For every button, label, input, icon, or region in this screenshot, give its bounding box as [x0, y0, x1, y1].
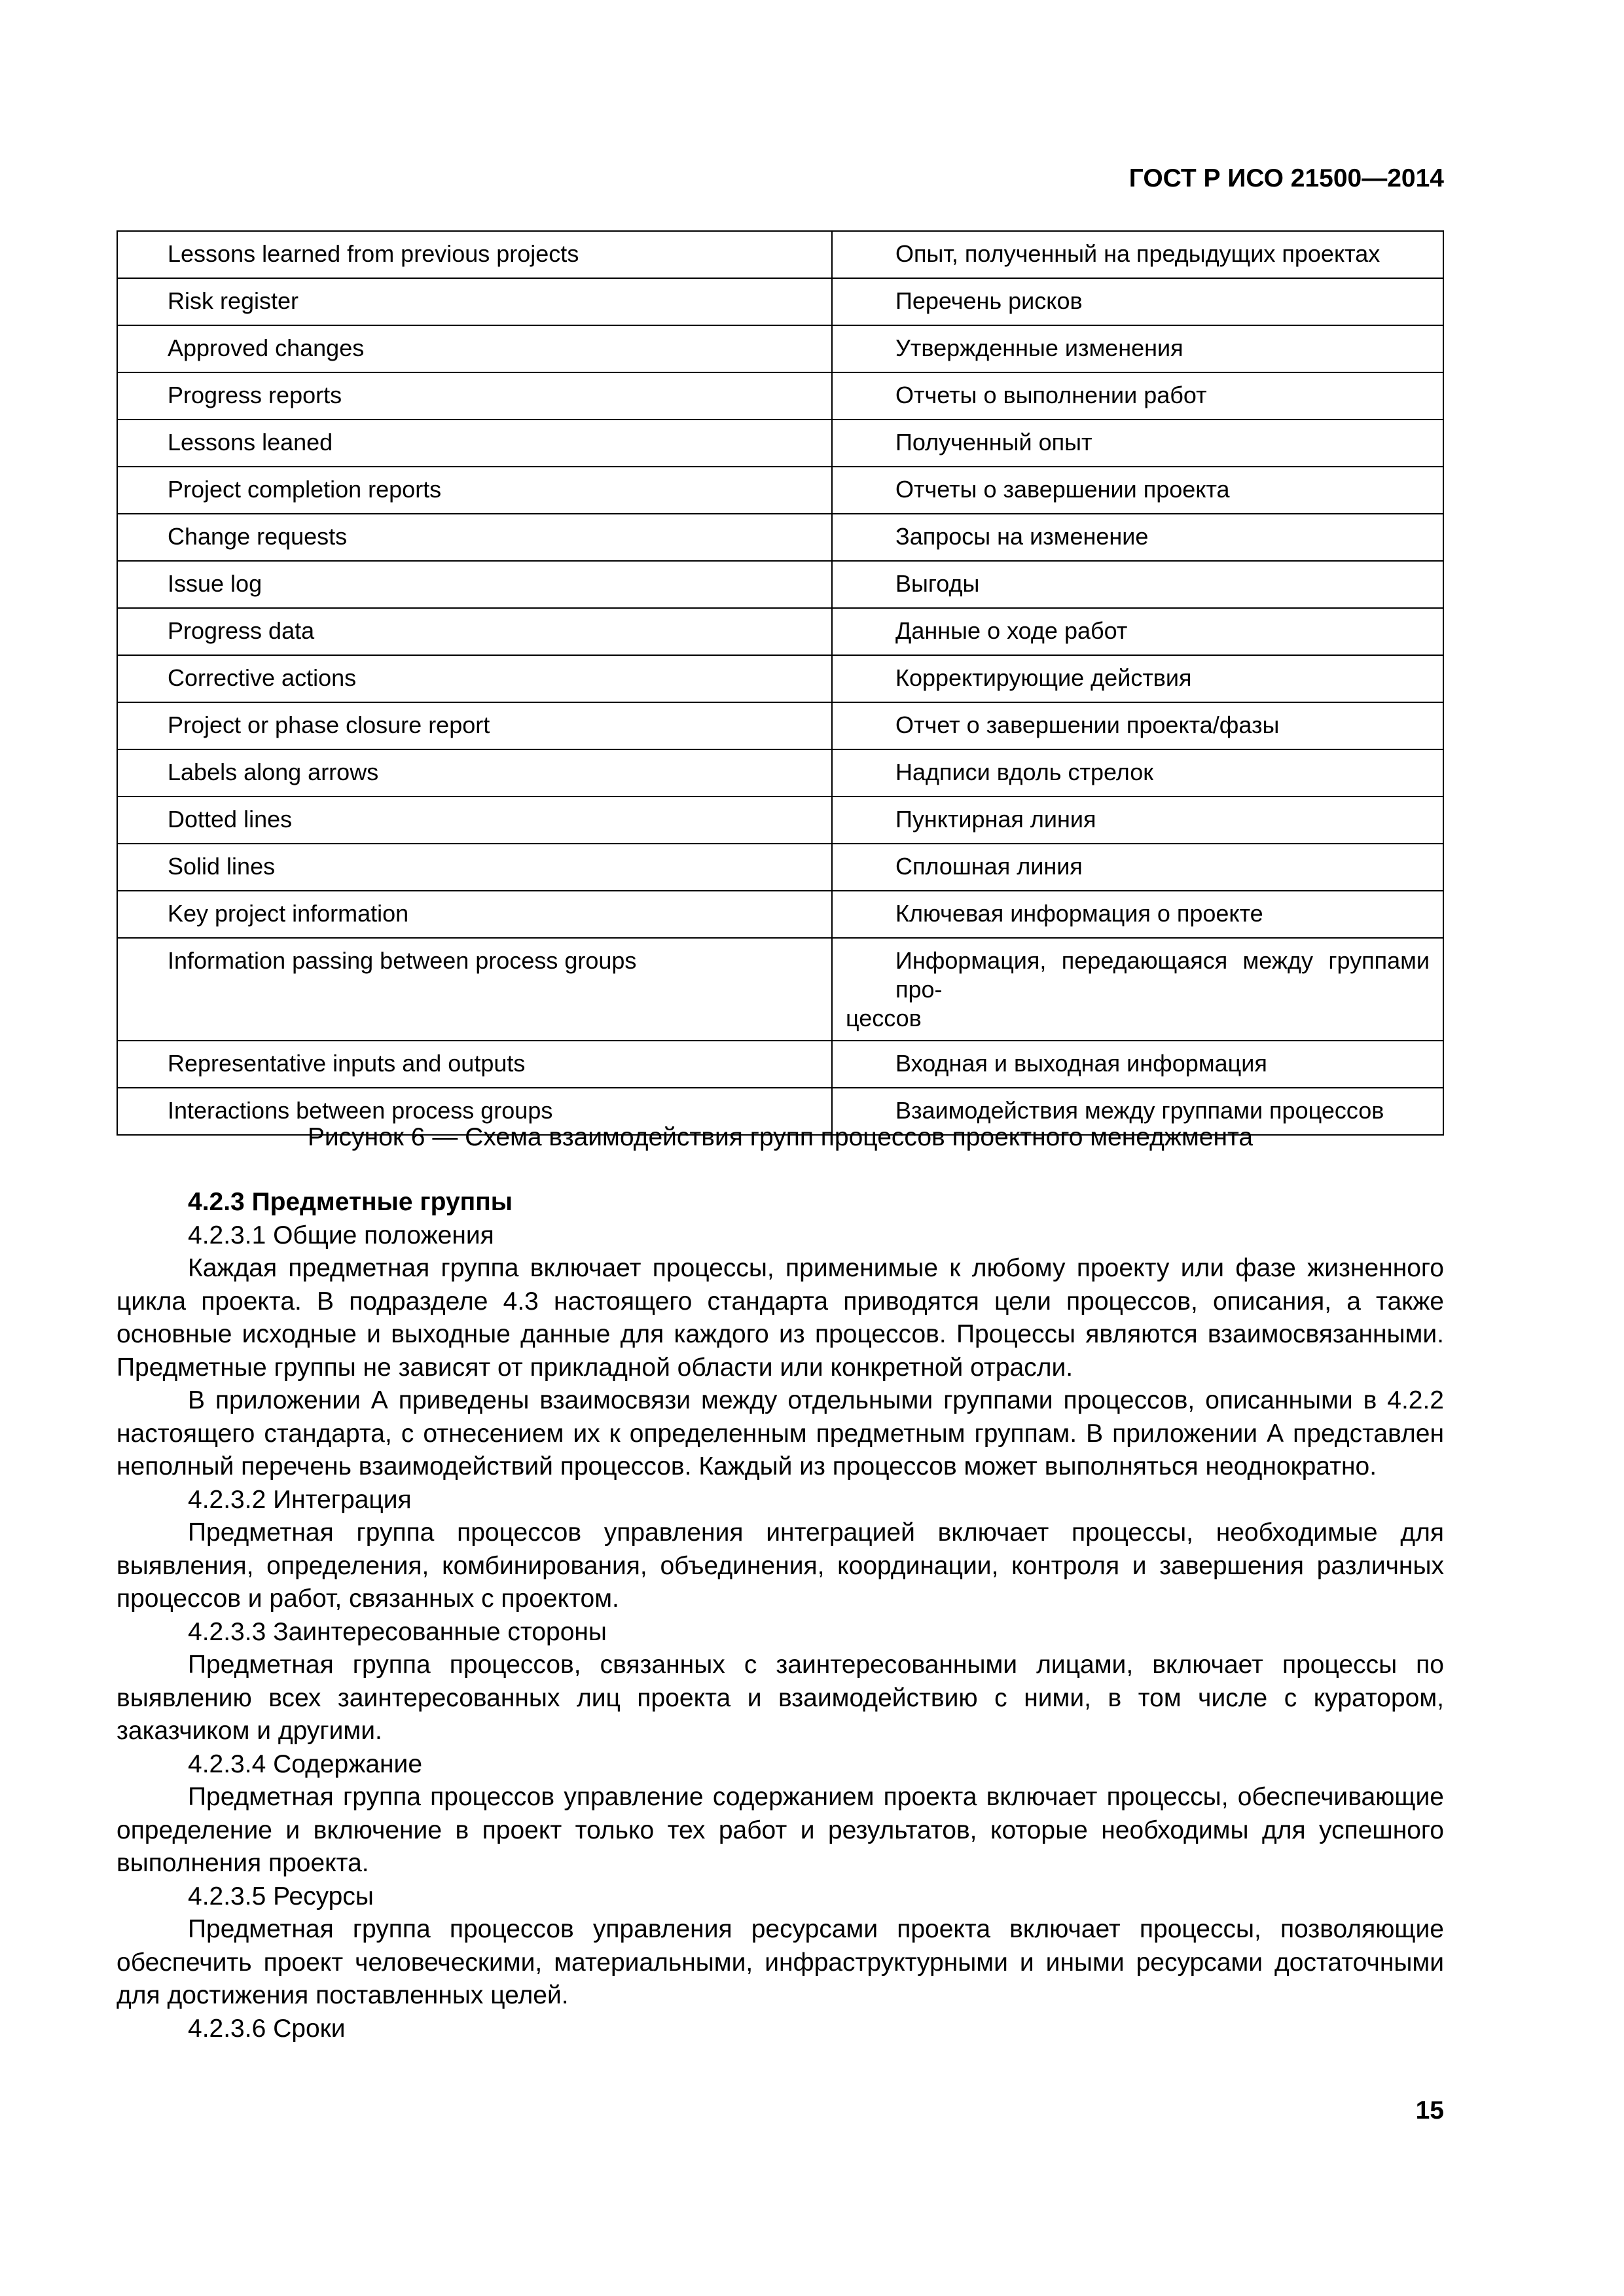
term-russian-text: Пунктирная линия — [895, 806, 1096, 833]
table-row — [117, 655, 1443, 702]
table-row — [117, 561, 1443, 608]
term-russian-text: Корректирующие действия — [895, 664, 1192, 691]
table-row — [117, 844, 1443, 891]
term-russian — [832, 420, 1443, 467]
table-row — [117, 608, 1443, 655]
table-row — [117, 797, 1443, 844]
term-russian — [832, 372, 1443, 420]
page-number: 15 — [1415, 2096, 1444, 2125]
paragraph: Предметная группа процессов управления ресурсами проекта включает процессы, позволяющие обеспечить проект человеческими, материальными, инфраструктурными и иными ресурсами достаточными для достижения поставленных целей. — [117, 1915, 1444, 2009]
term-russian — [832, 655, 1443, 702]
term-english: Interactions between process groups — [117, 1088, 832, 1135]
term-english: Lessons leaned — [117, 420, 832, 467]
term-russian-line-2: цессов — [846, 1005, 922, 1031]
subsection-heading: 4.2.3.4 Содержание — [188, 1749, 423, 1778]
term-russian-text: Отчеты о завершении проекта — [895, 476, 1230, 503]
term-english: Progress data — [117, 608, 832, 655]
term-russian — [832, 1041, 1443, 1088]
term-russian — [832, 278, 1443, 325]
table-row — [117, 938, 1443, 1041]
paragraph: Предметная группа процессов, связанных с заинтересованными лицами, включает процессы по выявлению всех заинтересованных лиц проекта и взаимодействию с ними, в том числе с куратором, заказчиком и другими. — [117, 1651, 1444, 1745]
term-russian — [832, 325, 1443, 372]
term-english: Project or phase closure report — [117, 702, 832, 749]
table-row — [117, 231, 1443, 278]
term-russian — [832, 702, 1443, 749]
term-russian-text: Перечень рисков — [895, 287, 1083, 314]
term-english: Dotted lines — [117, 797, 832, 844]
term-russian-text: Входная и выходная информация — [895, 1050, 1267, 1077]
term-english: Lessons learned from previous projects — [117, 231, 832, 278]
term-russian — [832, 938, 1443, 1041]
term-russian-text: Данные о ходе работ — [895, 617, 1128, 644]
term-russian-text: Полученный опыт — [895, 429, 1092, 456]
term-russian — [832, 231, 1443, 278]
term-russian-line-1: Информация, передающаяся между группами про- — [895, 947, 1430, 1003]
term-russian-text: Запросы на изменение — [895, 523, 1149, 550]
table-row — [117, 891, 1443, 938]
term-english: Representative inputs and outputs — [117, 1041, 832, 1088]
term-russian-text: Выгоды — [895, 570, 980, 597]
subsection-heading: 4.2.3.5 Ресурсы — [188, 1882, 374, 1910]
subsection-heading: 4.2.3.3 Заинтересованные стороны — [188, 1617, 607, 1646]
table-row — [117, 278, 1443, 325]
table-row — [117, 702, 1443, 749]
term-russian-text: Ключевая информация о проекте — [895, 900, 1263, 927]
term-russian — [832, 467, 1443, 514]
term-english: Risk register — [117, 278, 832, 325]
term-english: Solid lines — [117, 844, 832, 891]
term-english: Project completion reports — [117, 467, 832, 514]
term-russian — [832, 797, 1443, 844]
term-english: Progress reports — [117, 372, 832, 420]
section-heading: 4.2.3 Предметные группы — [188, 1188, 513, 1216]
term-russian — [832, 749, 1443, 797]
term-english: Issue log — [117, 561, 832, 608]
paragraph: Каждая предметная группа включает процессы, применимые к любому проекту или фазе жизненного цикла проекта. В подразделе 4.3 настоящего стандарта приводятся цели процессов, описания, а также основные исходные и выходные данные для каждого из процессов. Процессы являются взаимосвязанными. Предметные группы не зависят от прикладной области или конкретной отрасли. — [117, 1254, 1444, 1382]
term-english: Labels along arrows — [117, 749, 832, 797]
term-russian — [832, 844, 1443, 891]
term-russian-text: Взаимодействия между группами процессов — [895, 1097, 1384, 1124]
document-standard-header: ГОСТ Р ИСО 21500—2014 — [1128, 164, 1444, 192]
term-english: Change requests — [117, 514, 832, 561]
subsection-heading: 4.2.3.1 Общие положения — [188, 1221, 494, 1249]
term-english: Key project information — [117, 891, 832, 938]
paragraph: Предметная группа процессов управление содержанием проекта включает процессы, обеспечивающие определение и включение в проект только тех работ и результатов, которые необходимы для успешного выполнения проекта. — [117, 1783, 1444, 1877]
table-row — [117, 325, 1443, 372]
term-english: Approved changes — [117, 325, 832, 372]
paragraph: В приложении А приведены взаимосвязи между отдельными группами процессов, описанными в 4.2.2 настоящего стандарта, с отнесением их к определенным предметным группам. В приложении А представлен неполный перечень взаимодействий процессов. Каждый из процессов может выполняться неоднократно. — [117, 1386, 1444, 1480]
term-russian — [832, 608, 1443, 655]
term-russian-text: Опыт, полученный на предыдущих проектах — [895, 240, 1380, 267]
table-row — [117, 749, 1443, 797]
term-russian — [832, 891, 1443, 938]
table-row — [117, 514, 1443, 561]
term-russian-text: Отчеты о выполнении работ — [895, 382, 1207, 408]
term-russian — [832, 561, 1443, 608]
paragraph: Предметная группа процессов управления интеграцией включает процессы, необходимые для выявления, определения, комбинирования, объединения, координации, контроля и завершения различных процессов и работ, связанных с проектом. — [117, 1518, 1444, 1613]
table-row — [117, 372, 1443, 420]
table-row — [117, 1041, 1443, 1088]
figure-legend-table — [117, 230, 1444, 1136]
term-russian — [832, 514, 1443, 561]
term-russian-text: Отчет о завершении проекта/фазы — [895, 711, 1280, 738]
subsection-heading: 4.2.3.2 Интеграция — [188, 1485, 412, 1514]
subsection-heading: 4.2.3.6 Сроки — [188, 2014, 346, 2043]
term-english: Information passing between process groups — [117, 938, 832, 1041]
figure-caption: Рисунок 6 — Схема взаимодействия групп процессов проектного менеджмента — [307, 1123, 1254, 1151]
table-row — [117, 467, 1443, 514]
term-english: Corrective actions — [117, 655, 832, 702]
section-body — [117, 1186, 1444, 2045]
table-row — [117, 420, 1443, 467]
term-russian-text: Надписи вдоль стрелок — [895, 759, 1153, 785]
term-russian-text: Утвержденные изменения — [895, 334, 1183, 361]
term-russian-text: Сплошная линия — [895, 853, 1083, 880]
